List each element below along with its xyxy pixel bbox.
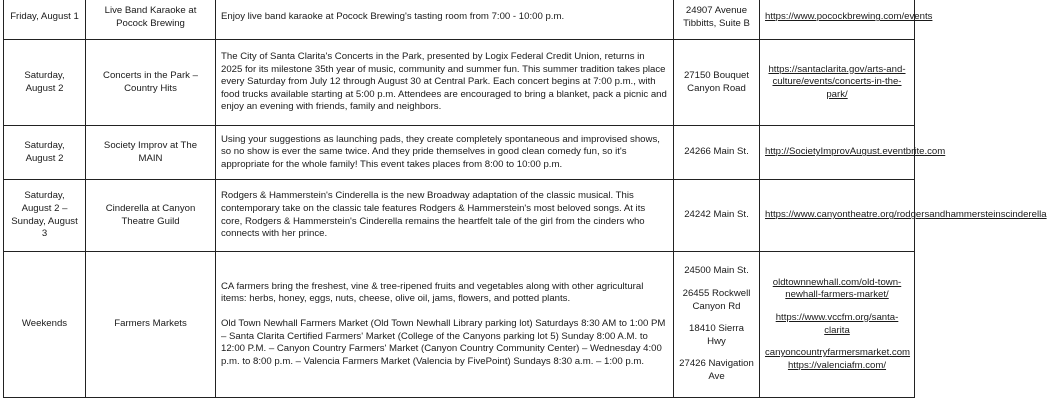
event-description: The City of Santa Clarita's Concerts in the Park, presented by Logix Federal Credit Union, returns in 2025 for its milestone 35th year of music, community and summer fun. This summer tradition takes place every Saturday from July 12 through August 30 at Central Park. Each concert begins at 7:00 p.m., with food trucks available starting at 5:00 p.m. Attendees are encouraged to bring a blanket, pack a picnic and enjoy an evening with friends, family and neighbors. — [216, 40, 674, 126]
event-name: Farmers Markets — [86, 252, 216, 398]
description-intro: CA farmers bring the freshest, vine & tree-ripened fruits and vegetables along with other agricultural items: herbs, honey, eggs, nuts, cheese, olive oil, jams, flowers, and potted plants. — [221, 280, 644, 305]
event-link[interactable]: https://www.canyontheatre.org/rodgersandhammersteinscinderella — [765, 209, 1047, 221]
event-date: Saturday, August 2 – Sunday, August 3 — [4, 180, 86, 252]
location-item: 18410 Sierra Hwy — [689, 323, 744, 347]
events-table — [3, 0, 1047, 398]
event-location: 24266 Main St. — [674, 126, 760, 180]
event-link[interactable]: http://SocietyImprovAugust.eventbrite.com — [765, 146, 946, 158]
event-link[interactable]: canyoncountryfarmersmarket.com — [765, 347, 911, 359]
event-name: Live Band Karaoke at Pocock Brewing — [86, 0, 216, 40]
table-row — [4, 126, 915, 180]
event-location: 24242 Main St. — [674, 180, 760, 252]
event-description: Rodgers & Hammerstein's Cinderella is the new Broadway adaptation of the classic musical. This contemporary take on the classic tale features Rodgers & Hammerstein's most beloved songs. At its core, Rodgers & Hammerstein's Cinderella remains the heartfelt tale of the girl from the cinders who connects with her prince. — [216, 180, 674, 252]
event-name: Concerts in the Park – Country Hits — [86, 40, 216, 126]
event-description: Enjoy live band karaoke at Pocock Brewing's tasting room from 7:00 - 10:00 p.m. — [216, 0, 674, 40]
event-link-cell — [760, 40, 915, 126]
table-row — [4, 0, 915, 40]
location-item: 24500 Main St. — [684, 265, 749, 277]
event-link-cell — [760, 0, 933, 40]
event-link[interactable]: oldtownnewhall.com/old-town-newhall-farmers-market/ — [772, 276, 902, 301]
event-location-list — [674, 252, 760, 398]
table-row — [4, 180, 915, 252]
location-item: 27426 Navigation Ave — [679, 358, 754, 382]
description-detail: Old Town Newhall Farmers Market (Old Town Newhall Library parking lot) Saturdays 8:30 AM to 1:00 PM – Santa Clarita Certified Farmers' Market (College of the Canyons parking lot 5) Sunday 8:00 A.M. to 12:00 P.M. – Canyon Country Farmers' Market (Canyon Country Community Center) – Wednesday 4:00 p.m. to 8:00 p.m. – Valencia Farmers Market (Valencia by FivePoint) Sundays 8:30 a.m. – 1:00 p.m. — [221, 317, 666, 367]
event-name: Society Improv at The MAIN — [86, 126, 216, 180]
event-link[interactable]: https://www.vccfm.org/santa-clarita — [775, 311, 899, 336]
event-date: Saturday, August 2 — [4, 40, 86, 126]
event-date: Saturday, August 2 — [4, 126, 86, 180]
location-item: 26455 Rockwell Canyon Rd — [682, 288, 751, 312]
event-link-list — [760, 252, 915, 398]
event-description: Using your suggestions as launching pads, they create completely spontaneous and improvised shows, so no show is ever the same twice. And they pride themselves in good clean comedy fun, so it's appropriate for the whole family! This event takes places from 8:00 to 10:00 p.m. — [216, 126, 674, 180]
event-name: Cinderella at Canyon Theatre Guild — [86, 180, 216, 252]
event-location: 27150 Bouquet Canyon Road — [674, 40, 760, 126]
table-row — [4, 40, 915, 126]
event-link[interactable]: https://www.pocockbrewing.com/events — [765, 11, 933, 23]
event-description — [216, 252, 674, 398]
event-location: 24907 Avenue Tibbitts, Suite B — [674, 0, 760, 40]
table-row — [4, 252, 915, 398]
event-link-cell — [760, 180, 1047, 252]
event-link[interactable]: https://valenciafm.com/ — [787, 359, 887, 371]
event-link-cell — [760, 126, 946, 180]
event-date: Friday, August 1 — [4, 0, 86, 40]
event-link[interactable]: https://santaclarita.gov/arts-and-culture/events/concerts-in-the-park/ — [768, 63, 906, 100]
event-date: Weekends — [4, 252, 86, 398]
